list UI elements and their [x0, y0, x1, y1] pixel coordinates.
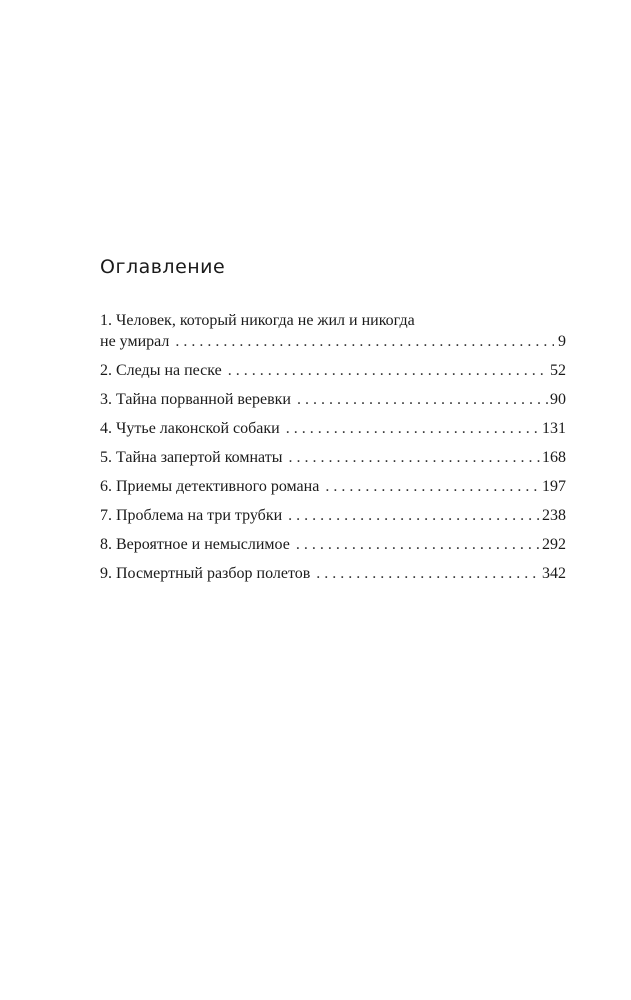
toc-entry-3[interactable] [100, 389, 566, 410]
toc-entry-6[interactable] [100, 476, 566, 497]
toc-entry-title: 9. Посмертный разбор полетов [100, 565, 311, 582]
toc-entry-title: 2. Следы на песке [100, 362, 222, 379]
toc-page-number: 9 [558, 333, 566, 350]
toc-entry-4[interactable] [100, 418, 566, 439]
toc-entry-title: 6. Приемы детективного романа [100, 478, 320, 495]
toc-entry-7[interactable] [100, 505, 566, 526]
toc-heading: Оглавление [100, 256, 226, 278]
toc-entry-title: 3. Тайна порванной веревки [100, 391, 291, 408]
toc-page-number: 168 [542, 449, 566, 466]
toc-entry-title: 5. Тайна запертой комнаты [100, 449, 283, 466]
toc-page-number: 342 [542, 565, 566, 582]
dot-leader [288, 505, 540, 526]
dot-leader [228, 360, 548, 381]
table-of-contents [100, 310, 566, 592]
dot-leader [297, 389, 548, 410]
toc-entry-title: 8. Вероятное и немыслимое [100, 536, 290, 553]
toc-entry-1[interactable] [100, 310, 566, 352]
toc-entry-title: не умирал [100, 333, 170, 350]
dot-leader [175, 331, 554, 352]
toc-page-number: 197 [542, 478, 566, 495]
toc-entry-8[interactable] [100, 534, 566, 555]
toc-entry-2[interactable] [100, 360, 566, 381]
toc-page-number: 52 [550, 362, 566, 379]
toc-entry-title: 4. Чутье лаконской собаки [100, 420, 280, 437]
toc-entry-title: 7. Проблема на три трубки [100, 507, 283, 524]
toc-entry-9[interactable] [100, 563, 566, 584]
toc-page-number: 131 [542, 420, 566, 437]
toc-page-number: 90 [550, 391, 566, 408]
toc-entry-5[interactable] [100, 447, 566, 468]
dot-leader [325, 476, 540, 497]
dot-leader [316, 563, 540, 584]
dot-leader [296, 534, 540, 555]
dot-leader [288, 447, 540, 468]
toc-entry-title-line: 1. Человек, который никогда не жил и никогда [100, 312, 415, 329]
toc-page-number: 238 [542, 507, 566, 524]
toc-page-number: 292 [542, 536, 566, 553]
dot-leader [286, 418, 540, 439]
